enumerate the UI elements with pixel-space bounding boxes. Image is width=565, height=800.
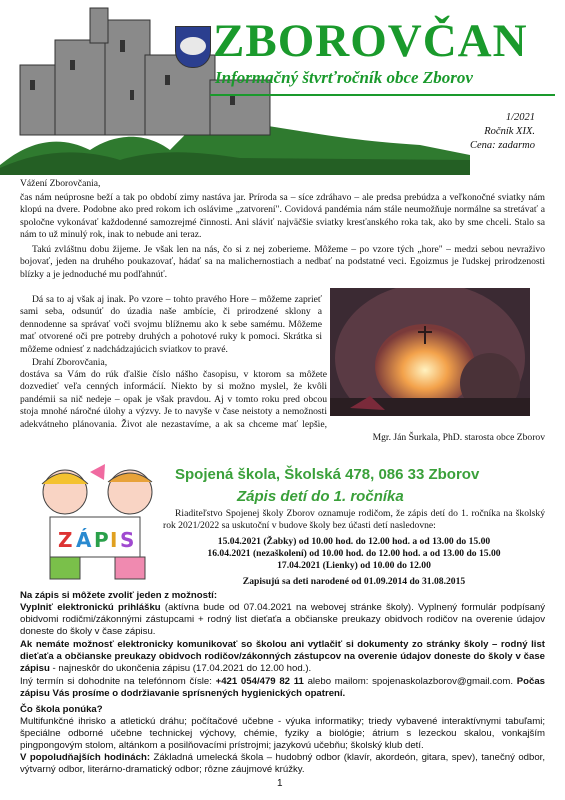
option-electronic: Vyplniť elektronickú prihlášku (aktívna bude od 07.04.2021 na webovej stránke školy). Vyplnený formulár podpísaný obidvomi rodičmi/zákonnými zástupcami + rodný list dieťaťa a občianske preukazy obidvoch rodičov na overenie údajov doneste do školy v čase zápisu. [20, 602, 546, 638]
coat-of-arms-icon [175, 26, 211, 68]
afternoon-activities: V popoludňajších hodinách: Základná umelecká škola – hudobný odbor (klavír, akordeón, gitara, spev), tanečný odbor, výtvarný odbor, literárno-dramatický odbor; rôzne záujmové krúžky. [20, 752, 545, 776]
price: Cena: zadarmo [469, 140, 535, 151]
offer-heading: Čo škola ponúka? [20, 704, 103, 715]
school-heading: Spojená škola, Školská 478, 086 33 Zborov [175, 466, 480, 483]
letter-paragraph-3: Dá sa to aj však aj inak. Po vzore – tohto pravého Hore – môžeme zaprieť sami seba, odsunúť do úzadia naše ambície, či prirodzené sklony a dennodenne sa správať voči svojmu blížnemu ako k sebe samému. Môžeme mať otvorené oči pre potreby druhých a pohotové ruky k pomoci. Skrátka si môžeme odniesť z nadchádzajúcich sviatkov to pravé. [20, 294, 322, 355]
letter-greeting: Vážení Zborovčania, [20, 178, 101, 189]
letter-signature: Mgr. Ján Šurkala, PhD. starosta obce Zborov [372, 432, 545, 443]
kids-with-zapis-sign-illustration [20, 462, 170, 582]
how-to-enroll-heading: Na zápis si môžete zvoliť jeden z možností: [20, 590, 218, 601]
letter-paragraph-2: Takú zvláštnu dobu žijeme. Je však len na nás, čo si z nej zoberieme. Môžeme – po vzore tých „hore" – medzi sebou nevraživo bojovať, jeden na druhého poukazovať, hádať sa na malichernostiach a nedbať na podstatné veci. Egoizmus je ľudskej prirodzenosti blízky a je jednoduché mu podľahnúť. [20, 244, 545, 280]
contact-info: Iný termín si dohodnite na telefónnom čísle: +421 054/479 82 11 alebo mailom: spojenaskolazborov@gmail.com. Počas zápisu Vás prosíme o dodržiavanie sprísnených hygienických opatrení. [20, 676, 545, 700]
svg-text:I: I [110, 528, 118, 552]
svg-text:P: P [94, 528, 109, 552]
option-in-person: Ak nemáte možnosť elektronicky komunikovať so školou ani vytlačiť si dokumenty zo stránky školy – rodný list dieťaťa a občianske preukazy obidvoch rodičov/zákonných zástupcov na overenie údajov doneste do školy v čase zápisu - najneskôr do ukončenia zápisu (17.04.2021 do 12.00 hod.). [20, 639, 545, 675]
enrollment-date-3: 17.04.2021 (Lienky) od 10.00 do 12.00 [277, 560, 431, 571]
issue-number: 1/2021 [505, 112, 535, 123]
newsletter-subtitle: Informačný štvrťročník obce Zborov [215, 68, 473, 87]
offer-text: Multifunkčné ihrisko a atletickú dráhu; počítačové učebne - výuka informatiky; triedy vybavené interaktívnymi tabuľami; špeciálne odborné učebne technickej výchovy, chémie, fyziky a biológie; átrium s lezeckou skalou, vonkajším pingpongovým stolom, altánkom a posilňovacími prístrojmi; jazykovú učebňu; školský klub detí. [20, 716, 545, 752]
birth-range: Zapisujú sa deti narodené od 01.09.2014 do 31.08.2015 [242, 576, 466, 587]
svg-text:Á: Á [76, 528, 92, 552]
page-number: 1 [277, 778, 283, 789]
enrollment-date-2: 16.04.2021 (nezaškolení) od 10.00 hod. do 12.00 hod. a od 13.00 do 15.00 [207, 548, 501, 559]
letter-greeting-2: Drahí Zborovčania, [32, 357, 108, 368]
volume: Ročník XIX. [484, 126, 535, 137]
enrollment-date-1: 15.04.2021 (Žabky) od 10.00 hod. do 12.00 hod. a od 13.00 do 15.00 [217, 536, 491, 547]
svg-text:S: S [120, 528, 135, 552]
empty-tomb-photo [330, 288, 530, 416]
letter-paragraph-1: čas nám neúprosne beží a tak po období zimy nastáva jar. Príroda sa – síce zdráhavo – ale predsa prebúdza a veľkonočné sviatky nám klopú na dvere. Podobne ako pred rokom ich oslávime „zatvorení". Covidová pandémia nám stále neumožňuje normálne sa stretávať a spoločne vykonávať každodenné samozrejmé činnosti. Ani sláviť najväčšie sviatky kresťanského roka tak, ako by sme chceli. Stalo sa nám to už minulý rok, inak to nebude ani teraz. [20, 192, 545, 241]
enrollment-heading: Zápis detí do 1. ročníka [237, 488, 404, 505]
school-intro: Riaditeľstvo Spojenej školy Zborov oznamuje rodičom, že zápis detí do 1. ročníka na školský rok 2021/2022 sa uskutoční v budove školy bez účasti detí nasledovne: [163, 508, 545, 532]
letter-paragraph-4: dostáva sa Vám do rúk ďalšie číslo nášho časopisu, v ktorom sa môžete dozvedieť veľa cenných informácií. Niekto by si možno myslel, že kvôli pandémii sa nič nedeje – opak je však pravdou. Aj v tomto roku pred obcou stoja mnohé náročné úlohy a výzvy. Je to navyše v čase neistoty a nemožnosti adekvátneho plánovania. Život ale nezastavíme, a ak sa chceme mať lepšie, [20, 369, 327, 430]
svg-text:Z: Z [58, 528, 73, 552]
newsletter-title: ZBOROVČAN [213, 15, 528, 67]
